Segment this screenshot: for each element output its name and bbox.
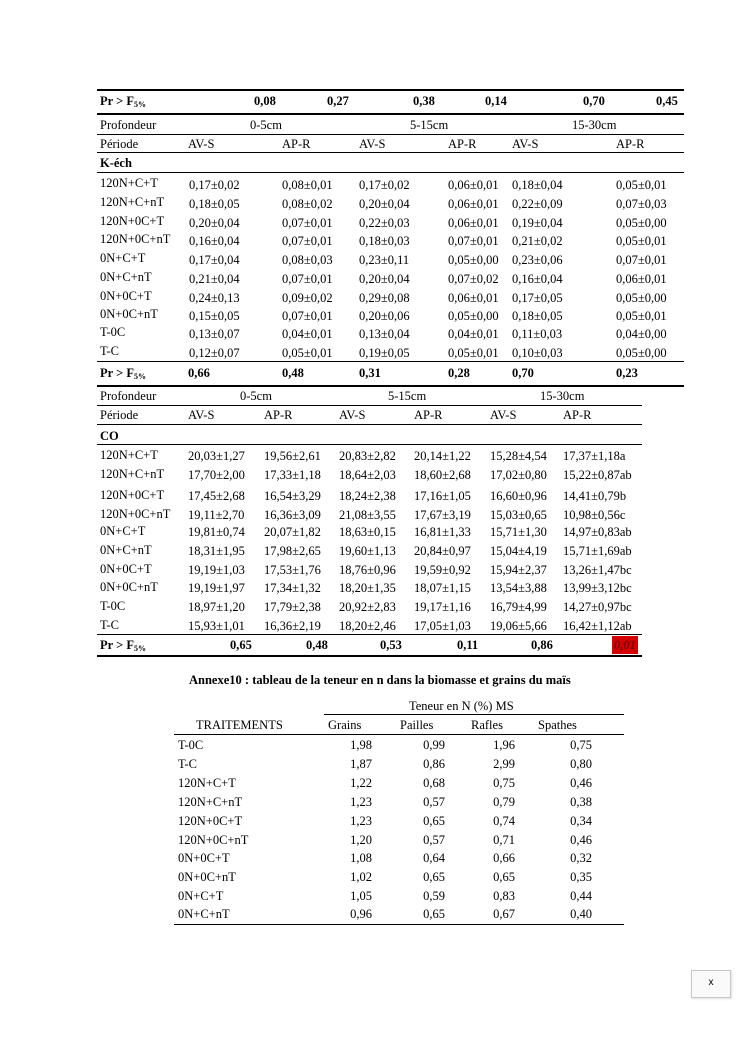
table-cell-value: 17,67±3,19 xyxy=(414,508,471,522)
table-cell-value: 0,18±0,04 xyxy=(512,178,563,192)
table-cell-value: 14,41±0,79b xyxy=(563,489,627,503)
profondeur-label: Profondeur xyxy=(100,118,157,132)
table-cell-value: 17,45±2,68 xyxy=(188,489,245,503)
column-header: Pailles xyxy=(400,718,434,732)
table-cell-value: 0,23±0,11 xyxy=(359,253,410,267)
k-sig-label xyxy=(100,364,146,386)
depth-header: 5-15cm xyxy=(410,118,449,132)
table-cell-value: 15,94±2,37 xyxy=(490,563,547,577)
table-cell-value: 0,65 xyxy=(423,907,445,921)
top-table-rule xyxy=(97,89,684,91)
table-cell-value: 0,16±0,04 xyxy=(189,234,240,248)
co-sig-value-highlighted: 0,01 xyxy=(614,638,636,652)
table-cell-value: 0,46 xyxy=(570,833,592,847)
table-cell-value: 19,60±1,13 xyxy=(339,544,396,558)
table-cell-value: 0,59 xyxy=(423,889,445,903)
table-cell-value: 0,83 xyxy=(493,889,515,903)
table-cell-value: 0,80 xyxy=(570,757,592,771)
table-cell-value: 20,92±2,83 xyxy=(339,600,396,614)
treatment-label: 0N+0C+T xyxy=(100,289,152,303)
table-cell-value: 14,97±0,83ab xyxy=(563,525,632,539)
table-rule xyxy=(97,634,642,635)
table-cell-value: 15,03±0,65 xyxy=(490,508,547,522)
period-header: AV-S xyxy=(512,137,539,151)
top-sig-value: 0,45 xyxy=(656,94,678,108)
table-cell-value: 18,31±1,95 xyxy=(188,544,245,558)
table-cell-value: 0,20±0,04 xyxy=(359,197,410,211)
table-cell-value: 15,04±4,19 xyxy=(490,544,547,558)
table-cell-value: 0,06±0,01 xyxy=(448,216,499,230)
table-cell-value: 0,17±0,02 xyxy=(359,178,410,192)
table-cell-value: 0,07±0,01 xyxy=(616,253,667,267)
footnote-marker[interactable]: x xyxy=(691,970,731,998)
table-cell-value: 0,18±0,05 xyxy=(189,197,240,211)
table-cell-value: 0,65 xyxy=(423,814,445,828)
table-cell-value: 10,98±0,56c xyxy=(563,508,626,522)
table-cell-value: 0,38 xyxy=(570,795,592,809)
table-cell-value: 0,20±0,04 xyxy=(189,216,240,230)
table-cell-value: 0,07±0,01 xyxy=(282,272,333,286)
table-cell-value: 0,07±0,02 xyxy=(448,272,499,286)
k-sig-value: 0,66 xyxy=(188,366,210,380)
table-cell-value: 0,21±0,02 xyxy=(512,234,563,248)
period-header: AV-S xyxy=(339,408,366,422)
period-header: AV-S xyxy=(359,137,386,151)
table-cell-value: 0,79 xyxy=(493,795,515,809)
table-cell-value: 13,54±3,88 xyxy=(490,581,547,595)
table-cell-value: 0,24±0,13 xyxy=(189,291,240,305)
treatment-label: 120N+0C+T xyxy=(100,488,165,502)
top-sig-label xyxy=(100,92,146,114)
table-cell-value: 0,08±0,03 xyxy=(282,253,333,267)
table-cell-value: 17,70±2,00 xyxy=(188,468,245,482)
treatment-label: T-0C xyxy=(100,325,126,339)
treatment-label: T-0C xyxy=(178,738,204,752)
periode-label: Période xyxy=(100,137,139,151)
table-cell-value: 0,05±0,00 xyxy=(616,346,667,360)
table-cell-value: 0,40 xyxy=(570,907,592,921)
table-cell-value: 20,07±1,82 xyxy=(264,525,321,539)
period-header: AP-R xyxy=(448,137,477,151)
top-table-rule xyxy=(97,113,684,115)
treatment-label: 120N+C+T xyxy=(178,776,236,790)
table-cell-value: 16,42±1,12ab xyxy=(563,619,632,633)
table-cell-value: 0,18±0,05 xyxy=(512,309,563,323)
table-cell-value: 18,76±0,96 xyxy=(339,563,396,577)
table-cell-value: 0,13±0,04 xyxy=(359,327,410,341)
treatment-label: T-C xyxy=(100,344,119,358)
table-cell-value: 0,32 xyxy=(570,851,592,865)
table-cell-value: 16,54±3,29 xyxy=(264,489,321,503)
table-cell-value: 18,20±2,46 xyxy=(339,619,396,633)
top-sig-value: 0,08 xyxy=(254,94,276,108)
treatment-label: 120N+0C+nT xyxy=(100,507,171,521)
treatment-label: 0N+C+nT xyxy=(100,543,152,557)
table-cell-value: 17,34±1,32 xyxy=(264,581,321,595)
treatment-label: 120N+0C+nT xyxy=(178,833,249,847)
co-sig-value: 0,11 xyxy=(457,638,479,652)
table-cell-value: 0,09±0,02 xyxy=(282,291,333,305)
top-sig-value: 0,14 xyxy=(485,94,507,108)
table-cell-value: 0,04±0,00 xyxy=(616,327,667,341)
co-sig-value: 0,53 xyxy=(380,638,402,652)
table-cell-value: 16,36±2,19 xyxy=(264,619,321,633)
treatment-label: 0N+0C+nT xyxy=(100,307,158,321)
table-cell-value: 0,22±0,03 xyxy=(359,216,410,230)
table-cell-value: 1,22 xyxy=(350,776,372,790)
table-cell-value: 19,11±2,70 xyxy=(188,508,245,522)
table-cell-value: 0,64 xyxy=(423,851,445,865)
table-cell-value: 17,98±2,65 xyxy=(264,544,321,558)
table-cell-value: 19,19±1,97 xyxy=(188,581,245,595)
treatment-label: 120N+C+nT xyxy=(100,195,165,209)
sig-label-text: Pr > F xyxy=(100,638,134,652)
table-cell-value: 0,68 xyxy=(423,776,445,790)
table-rule xyxy=(97,444,642,445)
table-cell-value: 16,81±1,33 xyxy=(414,525,471,539)
depth-header: 0-5cm xyxy=(240,389,272,403)
section-title-k: K-éch xyxy=(100,156,132,170)
table-rule xyxy=(174,924,624,925)
period-header: AP-R xyxy=(414,408,443,422)
top-sig-value: 0,27 xyxy=(327,94,349,108)
table-cell-value: 0,75 xyxy=(570,738,592,752)
top-sig-value: 0,70 xyxy=(583,94,605,108)
treatment-label: 0N+C+T xyxy=(100,251,146,265)
table-cell-value: 1,87 xyxy=(350,757,372,771)
table-cell-value: 1,23 xyxy=(350,814,372,828)
table-cell-value: 0,06±0,01 xyxy=(616,272,667,286)
table-cell-value: 0,46 xyxy=(570,776,592,790)
table-cell-value: 0,15±0,05 xyxy=(189,309,240,323)
co-sig-value: 0,65 xyxy=(230,638,252,652)
table-cell-value: 17,53±1,76 xyxy=(264,563,321,577)
period-header: AP-R xyxy=(563,408,592,422)
period-header: AV-S xyxy=(188,408,215,422)
table-cell-value: 0,21±0,04 xyxy=(189,272,240,286)
treatment-label: 120N+0C+T xyxy=(100,214,165,228)
table-cell-value: 0,19±0,05 xyxy=(359,346,410,360)
periode-label: Période xyxy=(100,408,139,422)
treatment-label: 0N+C+nT xyxy=(100,270,152,284)
table-rule xyxy=(97,172,684,173)
treatment-label: 0N+0C+nT xyxy=(178,870,236,884)
column-header: Rafles xyxy=(471,718,503,732)
table-cell-value: 0,57 xyxy=(423,833,445,847)
table-cell-value: 17,33±1,18 xyxy=(264,468,321,482)
section-title-co: CO xyxy=(100,429,119,443)
table-rule xyxy=(97,424,642,425)
table-cell-value: 20,14±1,22 xyxy=(414,449,471,463)
table-cell-value: 0,74 xyxy=(493,814,515,828)
treatment-label: T-C xyxy=(100,618,119,632)
table-cell-value: 19,56±2,61 xyxy=(264,449,321,463)
treatment-label: 120N+0C+nT xyxy=(100,232,171,246)
period-header: AV-S xyxy=(490,408,517,422)
period-header: AP-R xyxy=(282,137,311,151)
table-cell-value: 13,99±3,12bc xyxy=(563,581,632,595)
table-cell-value: 20,84±0,97 xyxy=(414,544,471,558)
table-cell-value: 0,29±0,08 xyxy=(359,291,410,305)
table-cell-value: 0,20±0,04 xyxy=(359,272,410,286)
table-cell-value: 0,05±0,00 xyxy=(616,291,667,305)
table-cell-value: 19,06±5,66 xyxy=(490,619,547,633)
sig-label-text: Pr > F xyxy=(100,366,134,380)
table-cell-value: 0,17±0,02 xyxy=(189,178,240,192)
table-cell-value: 0,05±0,01 xyxy=(616,309,667,323)
table-cell-value: 16,79±4,99 xyxy=(490,600,547,614)
depth-header: 15-30cm xyxy=(540,389,585,403)
treatment-label: 120N+0C+T xyxy=(178,814,243,828)
table-rule xyxy=(324,714,624,715)
table-cell-value: 17,05±1,03 xyxy=(414,619,471,633)
table-cell-value: 0,17±0,05 xyxy=(512,291,563,305)
co-sig-value: 0,86 xyxy=(531,638,553,652)
treatment-label: 0N+0C+nT xyxy=(100,580,158,594)
table-cell-value: 0,08±0,01 xyxy=(282,178,333,192)
table-rule xyxy=(97,655,642,657)
table-cell-value: 0,05±0,00 xyxy=(448,253,499,267)
table-cell-value: 0,20±0,06 xyxy=(359,309,410,323)
table-cell-value: 13,26±1,47bc xyxy=(563,563,632,577)
period-header: AV-S xyxy=(188,137,215,151)
table-cell-value: 0,96 xyxy=(350,907,372,921)
treatment-label: 120N+C+nT xyxy=(100,467,165,481)
column-header: Grains xyxy=(328,718,362,732)
table-cell-value: 0,05±0,00 xyxy=(616,216,667,230)
table-cell-value: 15,71±1,69ab xyxy=(563,544,632,558)
annexe-title: Annexe10 : tableau de la teneur en n dans la biomasse et grains du maïs xyxy=(189,673,571,687)
table-cell-value: 1,05 xyxy=(350,889,372,903)
table-cell-value: 0,11±0,03 xyxy=(512,327,563,341)
period-header: AP-R xyxy=(264,408,293,422)
table-cell-value: 0,67 xyxy=(493,907,515,921)
treatment-label: 0N+C+nT xyxy=(178,907,230,921)
table-cell-value: 18,20±1,35 xyxy=(339,581,396,595)
table-cell-value: 1,02 xyxy=(350,870,372,884)
table-cell-value: 1,20 xyxy=(350,833,372,847)
table-cell-value: 19,19±1,03 xyxy=(188,563,245,577)
sig-label-text: Pr > F xyxy=(100,94,134,108)
column-header-traitements: TRAITEMENTS xyxy=(196,718,283,732)
table-cell-value: 0,57 xyxy=(423,795,445,809)
table-cell-value: 0,34 xyxy=(570,814,592,828)
table-cell-value: 19,81±0,74 xyxy=(188,525,245,539)
sig-label-subscript: 5% xyxy=(133,644,146,653)
table-cell-value: 18,07±1,15 xyxy=(414,581,471,595)
table-cell-value: 18,60±2,68 xyxy=(414,468,471,482)
sig-label-subscript: 5% xyxy=(133,100,146,109)
table-cell-value: 19,17±1,16 xyxy=(414,600,471,614)
table-cell-value: 0,05±0,01 xyxy=(282,346,333,360)
table-cell-value: 0,18±0,03 xyxy=(359,234,410,248)
table-cell-value: 0,05±0,01 xyxy=(616,234,667,248)
treatment-label: 120N+C+T xyxy=(100,176,158,190)
table-cell-value: 0,07±0,01 xyxy=(282,216,333,230)
table-cell-value: 0,23±0,06 xyxy=(512,253,563,267)
profondeur-label: Profondeur xyxy=(100,389,157,403)
table-cell-value: 0,65 xyxy=(493,870,515,884)
table-cell-value: 16,60±0,96 xyxy=(490,489,547,503)
treatment-label: 120N+C+nT xyxy=(178,795,243,809)
table-cell-value: 17,16±1,05 xyxy=(414,489,471,503)
table-cell-value: 0,99 xyxy=(423,738,445,752)
treatment-label: 0N+0C+T xyxy=(178,851,230,865)
co-sig-value: 0,48 xyxy=(306,638,328,652)
table-cell-value: 15,71±1,30 xyxy=(490,525,547,539)
treatment-label: 0N+C+T xyxy=(100,524,146,538)
table-cell-value: 0,07±0,01 xyxy=(282,309,333,323)
sig-label-subscript: 5% xyxy=(133,372,146,381)
table-cell-value: 0,06±0,01 xyxy=(448,197,499,211)
treatment-label: T-0C xyxy=(100,599,126,613)
table-cell-value: 0,07±0,01 xyxy=(282,234,333,248)
table-cell-value: 0,13±0,07 xyxy=(189,327,240,341)
table-cell-value: 0,05±0,00 xyxy=(448,309,499,323)
treatment-label: 0N+C+T xyxy=(178,889,224,903)
table-cell-value: 1,08 xyxy=(350,851,372,865)
table-cell-value: 20,83±2,82 xyxy=(339,449,396,463)
table-cell-value: 0,35 xyxy=(570,870,592,884)
table-cell-value: 0,07±0,03 xyxy=(616,197,667,211)
table-cell-value: 18,64±2,03 xyxy=(339,468,396,482)
table-cell-value: 0,05±0,01 xyxy=(448,346,499,360)
table-cell-value: 1,96 xyxy=(493,738,515,752)
table-cell-value: 0,86 xyxy=(423,757,445,771)
table-cell-value: 15,28±4,54 xyxy=(490,449,547,463)
table-cell-value: 17,37±1,18a xyxy=(563,449,626,463)
k-sig-value: 0,28 xyxy=(448,366,470,380)
table-cell-value: 16,36±3,09 xyxy=(264,508,321,522)
table-cell-value: 17,79±2,38 xyxy=(264,600,321,614)
depth-header: 5-15cm xyxy=(388,389,427,403)
table-rule xyxy=(97,152,684,153)
k-sig-value: 0,70 xyxy=(512,366,534,380)
table-cell-value: 0,06±0,01 xyxy=(448,291,499,305)
table-cell-value: 0,16±0,04 xyxy=(512,272,563,286)
table-cell-value: 0,06±0,01 xyxy=(448,178,499,192)
table-cell-value: 0,65 xyxy=(423,870,445,884)
table-cell-value: 17,02±0,80 xyxy=(490,468,547,482)
table-cell-value: 20,03±1,27 xyxy=(188,449,245,463)
table-cell-value: 18,97±1,20 xyxy=(188,600,245,614)
table-cell-value: 1,98 xyxy=(350,738,372,752)
table-cell-value: 0,08±0,02 xyxy=(282,197,333,211)
treatment-label: T-C xyxy=(178,757,197,771)
table-cell-value: 15,93±1,01 xyxy=(188,619,245,633)
table-cell-value: 0,71 xyxy=(493,833,515,847)
treatment-label: 120N+C+T xyxy=(100,448,158,462)
column-header: Spathes xyxy=(538,718,577,732)
table-rule xyxy=(97,134,684,135)
table-cell-value: 0,10±0,03 xyxy=(512,346,563,360)
table-cell-value: 0,75 xyxy=(493,776,515,790)
table-rule xyxy=(174,734,624,735)
k-sig-value: 0,23 xyxy=(616,366,638,380)
table-rule xyxy=(97,361,684,362)
table-cell-value: 21,08±3,55 xyxy=(339,508,396,522)
table-cell-value: 0,17±0,04 xyxy=(189,253,240,267)
table-cell-value: 0,04±0,01 xyxy=(282,327,333,341)
table-cell-value: 0,12±0,07 xyxy=(189,346,240,360)
table-cell-value: 1,23 xyxy=(350,795,372,809)
table-cell-value: 18,63±0,15 xyxy=(339,525,396,539)
table-cell-value: 0,44 xyxy=(570,889,592,903)
top-sig-value: 0,38 xyxy=(413,94,435,108)
k-sig-value: 0,31 xyxy=(359,366,381,380)
table-cell-value: 2,99 xyxy=(493,757,515,771)
table-cell-value: 0,04±0,01 xyxy=(448,327,499,341)
table-cell-value: 0,07±0,01 xyxy=(448,234,499,248)
table-cell-value: 15,22±0,87ab xyxy=(563,468,632,482)
table-cell-value: 18,24±2,38 xyxy=(339,489,396,503)
table-rule xyxy=(97,405,642,406)
depth-header: 15-30cm xyxy=(572,118,617,132)
table-cell-value: 0,05±0,01 xyxy=(616,178,667,192)
table-cell-value: 19,59±0,92 xyxy=(414,563,471,577)
depth-header: 0-5cm xyxy=(250,118,282,132)
k-sig-value: 0,48 xyxy=(282,366,304,380)
period-header: AP-R xyxy=(616,137,645,151)
table-cell-value: 0,66 xyxy=(493,851,515,865)
group-header: Teneur en N (%) MS xyxy=(409,699,514,713)
table-cell-value: 0,22±0,09 xyxy=(512,197,563,211)
table-cell-value: 14,27±0,97bc xyxy=(563,600,632,614)
table-cell-value: 0,19±0,04 xyxy=(512,216,563,230)
treatment-label: 0N+0C+T xyxy=(100,562,152,576)
